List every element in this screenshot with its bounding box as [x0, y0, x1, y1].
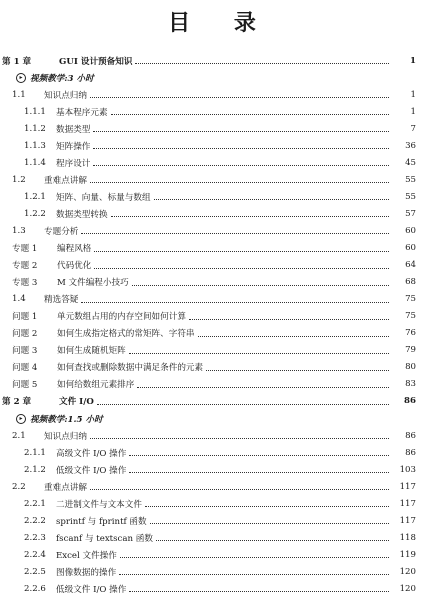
dot-leader [132, 285, 389, 286]
dot-leader [120, 557, 389, 558]
dot-leader [129, 455, 389, 456]
dot-leader [145, 506, 389, 507]
toc-entry-number: 专题 3 [12, 278, 38, 289]
toc-entry-number: 问题 5 [12, 380, 38, 391]
toc-entry-row [0, 308, 442, 325]
dot-leader [111, 114, 389, 115]
toc-entry-row [0, 205, 442, 222]
dot-leader [198, 336, 389, 337]
dot-leader [94, 251, 389, 252]
toc-page-number: 120 [399, 566, 416, 577]
toc-page-number: 1 [410, 106, 416, 117]
toc-page-number: 55 [405, 191, 416, 202]
toc-entry-number: 2.2.6 [24, 583, 46, 594]
dot-leader [135, 63, 389, 64]
dot-leader [111, 216, 389, 217]
toc-entry-number: 1.1.4 [24, 157, 46, 168]
toc-entry-title: Excel 文件操作 [56, 550, 117, 561]
toc-entry-number: 问题 3 [12, 346, 38, 357]
toc-entry-row [0, 274, 442, 291]
toc-entry-number: 2.1.1 [24, 447, 46, 458]
toc-entry-number: 1.2 [12, 174, 26, 185]
toc-entry-title: 文件 I/O [59, 397, 94, 408]
toc-entry-number: 1.1.2 [24, 123, 46, 134]
toc-chapter-row [0, 393, 442, 410]
toc-entry-row [0, 478, 442, 495]
toc-entry-row [0, 257, 442, 274]
toc-entry-title: 如何生成随机矩阵 [57, 346, 126, 357]
toc-entry-title: 重难点讲解 [44, 482, 87, 493]
toc-entry-row [0, 546, 442, 563]
toc-entry-row [0, 325, 442, 342]
toc-entry-number: 问题 2 [12, 329, 38, 340]
toc-entry-title: 专题分析 [44, 226, 79, 237]
toc-entry-row [0, 495, 442, 512]
dot-leader [150, 523, 389, 524]
toc-entry-title: 数据类型 [56, 124, 91, 135]
toc-entry-number: 2.2 [12, 481, 26, 492]
toc-entry-number: 1.2.1 [24, 191, 46, 202]
toc-entry-number: 2.2.4 [24, 549, 46, 560]
toc-entry-title: 程序设计 [56, 158, 91, 169]
toc-entry-title: fscanf 与 textscan 函数 [56, 533, 153, 544]
dot-leader [90, 182, 389, 183]
toc-entry-number: 1.1.1 [24, 106, 46, 117]
dot-leader [93, 148, 389, 149]
toc-entry-row [0, 291, 442, 308]
toc-page-number: 83 [405, 379, 416, 390]
toc-entry-row [0, 563, 442, 580]
toc-entry-title: M 文件编程小技巧 [57, 278, 129, 289]
toc-page-number: 36 [405, 140, 416, 151]
toc-page-number: 1 [410, 89, 416, 100]
toc-entry-row [0, 359, 442, 376]
toc-entry-number: 1.4 [12, 294, 26, 305]
toc-entry-title: 精选答疑 [44, 295, 79, 306]
toc-entry-title: 如何生成指定格式的常矩阵、字符串 [57, 329, 195, 340]
toc-page-number: 75 [405, 294, 416, 305]
toc-video-note [0, 410, 442, 427]
toc-entry-title: 图像数据的操作 [56, 567, 117, 578]
toc-page-number: 55 [405, 174, 416, 185]
toc-page-number: 79 [405, 345, 416, 356]
toc-page-number: 119 [399, 549, 416, 560]
dot-leader [206, 370, 389, 371]
toc-entry-row [0, 240, 442, 257]
toc-page-number: 86 [404, 396, 416, 407]
video-play-icon: ▸ [16, 73, 26, 83]
toc-page-number: 7 [410, 123, 416, 134]
toc-entry-title: 数据类型转换 [56, 209, 108, 220]
toc-entry-row [0, 154, 442, 171]
toc-entry-title: 代码优化 [57, 261, 92, 272]
toc-entry-row [0, 444, 442, 461]
dot-leader [97, 404, 389, 405]
video-note-text: 视频教学:1.5 小时 [30, 414, 103, 425]
toc-entry-number: 2.1 [12, 430, 26, 441]
toc-entry-number: 2.2.1 [24, 498, 46, 509]
toc-page-number: 86 [405, 447, 416, 458]
toc-page-number: 1 [410, 55, 416, 66]
toc-entry-title: 如何查找或删除数据中满足条件的元素 [57, 363, 204, 374]
toc-entry-title: 知识点归纳 [44, 90, 87, 101]
toc-entry-row [0, 342, 442, 359]
toc-entry-title: 单元数组占用的内存空间如何计算 [57, 312, 186, 323]
toc-page-number: 68 [405, 277, 416, 288]
dot-leader [81, 302, 389, 303]
dot-leader [94, 268, 389, 269]
dot-leader [129, 472, 389, 473]
toc-entry-number: 2.2.3 [24, 532, 46, 543]
toc-entry-row [0, 188, 442, 205]
toc-page-number: 117 [399, 515, 416, 526]
toc-entry-row [0, 461, 442, 478]
toc-entry-row [0, 171, 442, 188]
toc-entry-title: 基本程序元素 [56, 107, 108, 118]
toc-page-number: 76 [405, 328, 416, 339]
toc-page-number: 60 [405, 225, 416, 236]
toc-entry-row [0, 103, 442, 120]
toc-entry-number: 1.2.2 [24, 208, 46, 219]
video-note-text: 视频教学:3 小时 [30, 73, 94, 84]
dot-leader [156, 540, 389, 541]
toc-entry-row [0, 529, 442, 546]
dot-leader [81, 233, 389, 234]
toc-entry-title: sprintf 与 fprintf 函数 [56, 516, 147, 527]
toc-entry-title: 如何给数组元素排序 [57, 380, 135, 391]
dot-leader [137, 387, 389, 388]
dot-leader [93, 165, 389, 166]
toc-page-number: 60 [405, 243, 416, 254]
dot-leader [90, 97, 389, 98]
toc-entry-number: 专题 2 [12, 261, 38, 272]
toc-page-number: 117 [399, 498, 416, 509]
toc-entry-row [0, 222, 442, 239]
toc-entry-number: 1.3 [12, 225, 26, 236]
toc-entry-row [0, 427, 442, 444]
dot-leader [129, 591, 389, 592]
video-play-icon: ▸ [16, 414, 26, 424]
toc-entry-row [0, 137, 442, 154]
toc-page-number: 103 [399, 464, 416, 475]
toc-entry-row [0, 580, 442, 597]
toc-entry-title: 编程风格 [57, 244, 92, 255]
toc-entry-title: 低级文件 I/O 操作 [56, 584, 127, 595]
toc-page-number: 80 [405, 362, 416, 373]
dot-leader [154, 199, 389, 200]
toc-page-number: 57 [405, 208, 416, 219]
toc-entry-number: 2.2.5 [24, 566, 46, 577]
toc-entry-number: 第 2 章 [2, 397, 32, 408]
toc-page-number: 75 [405, 311, 416, 322]
toc-page-number: 118 [399, 532, 416, 543]
dot-leader [90, 438, 389, 439]
toc-entry-row [0, 376, 442, 393]
toc-entry-number: 问题 4 [12, 363, 38, 374]
toc-page-number: 64 [405, 260, 416, 271]
dot-leader [189, 319, 389, 320]
toc-entry-title: 高级文件 I/O 操作 [56, 448, 127, 459]
dot-leader [119, 574, 389, 575]
toc-entry-number: 第 1 章 [2, 56, 32, 67]
toc-page-number: 120 [399, 583, 416, 594]
toc-entry-title: 二进制文件与文本文件 [56, 499, 142, 510]
toc-entry-number: 2.1.2 [24, 464, 46, 475]
toc-entry-number: 1.1 [12, 89, 26, 100]
toc-video-note [0, 69, 442, 86]
toc-page-number: 117 [399, 481, 416, 492]
dot-leader [93, 131, 389, 132]
toc-entry-row [0, 120, 442, 137]
toc-entry-title: GUI 设计预备知识 [59, 56, 133, 67]
dot-leader [90, 489, 389, 490]
toc-entry-number: 2.2.2 [24, 515, 46, 526]
toc-entry-row [0, 512, 442, 529]
toc-entry-title: 重难点讲解 [44, 175, 87, 186]
toc-entry-number: 问题 1 [12, 312, 38, 323]
page-title: 目 录 [168, 11, 274, 36]
toc-list [0, 52, 442, 598]
toc-chapter-row [0, 52, 442, 69]
toc-entry-title: 矩阵、向量、标量与数组 [56, 192, 151, 203]
toc-page-number: 86 [405, 430, 416, 441]
toc-page-number: 45 [405, 157, 416, 168]
toc-entry-row [0, 86, 442, 103]
toc-entry-title: 低级文件 I/O 操作 [56, 465, 127, 476]
toc-entry-number: 专题 1 [12, 244, 38, 255]
toc-entry-title: 知识点归纳 [44, 431, 87, 442]
toc-entry-number: 1.1.3 [24, 140, 46, 151]
toc-entry-title: 矩阵操作 [56, 141, 91, 152]
dot-leader [129, 353, 389, 354]
